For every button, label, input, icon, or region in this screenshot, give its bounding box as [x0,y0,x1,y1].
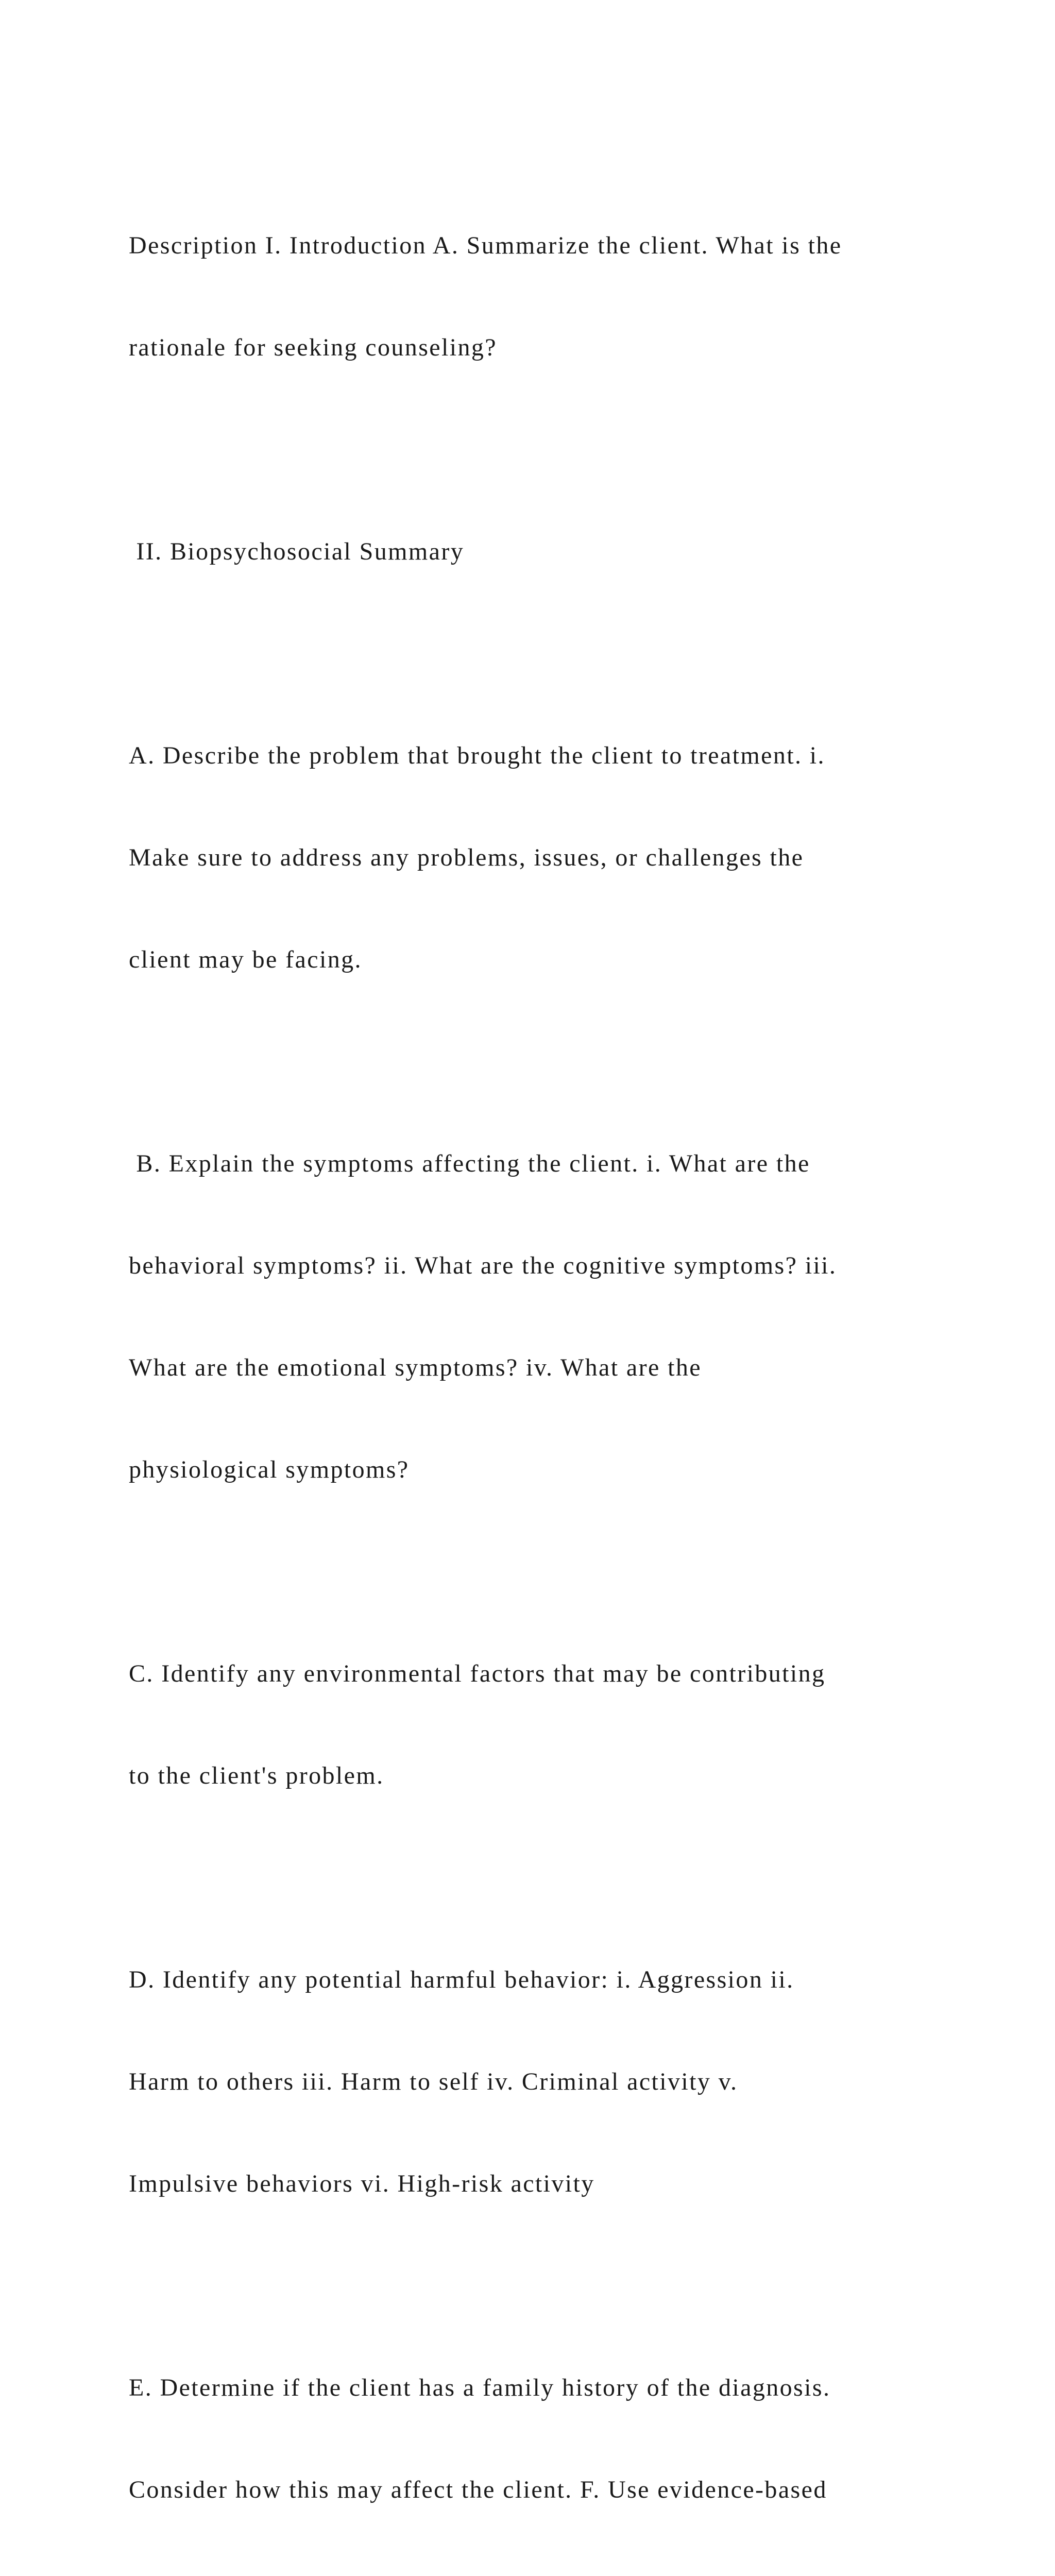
text-line: B. Explain the symptoms affecting the client. i. What are the [129,1150,810,1177]
text-line: A. Describe the problem that brought the client to treatment. i. [129,742,825,769]
heading-biopsychosocial-summary [129,467,943,637]
text-line: physiological symptoms? [129,1456,410,1483]
text-line [129,2575,943,2576]
paragraph-introduction [129,161,943,433]
text-line: client may be facing. [129,946,362,973]
text-line: Description I. Introduction A. Summarize the client. What is the [129,232,842,259]
text-line: behavioral symptoms? ii. What are the cognitive symptoms? iii. [129,1252,837,1279]
text-line: What are the emotional symptoms? iv. What are the [129,1354,702,1381]
text-line: Impulsive behaviors vi. High-risk activity [129,2170,595,2197]
text-line: II. Biopsychosocial Summary [129,538,465,565]
text-line: Harm to others iii. Harm to self iv. Criminal activity v. [129,2068,738,2095]
text-line: rationale for seeking counseling? [129,334,497,361]
text-line: to the client's problem. [129,1762,384,1789]
text-line: E. Determine if the client has a family history of the diagnosis. [129,2374,831,2401]
paragraph-e-family-history [129,2303,943,2576]
text-line: Make sure to address any problems, issues, or challenges the [129,844,804,871]
text-line: C. Identify any environmental factors that may be contributing [129,1660,826,1687]
paragraph-c-environmental [129,1589,943,1861]
document-body [129,161,943,2576]
text-line: D. Identify any potential harmful behavior: i. Aggression ii. [129,1966,794,1993]
paragraph-d-harmful-behavior [129,1895,943,2269]
paragraph-b-symptoms [129,1079,943,1555]
paragraph-a-problem [129,671,943,1045]
text-line: Consider how this may affect the client. F. Use evidence-based [129,2476,827,2503]
